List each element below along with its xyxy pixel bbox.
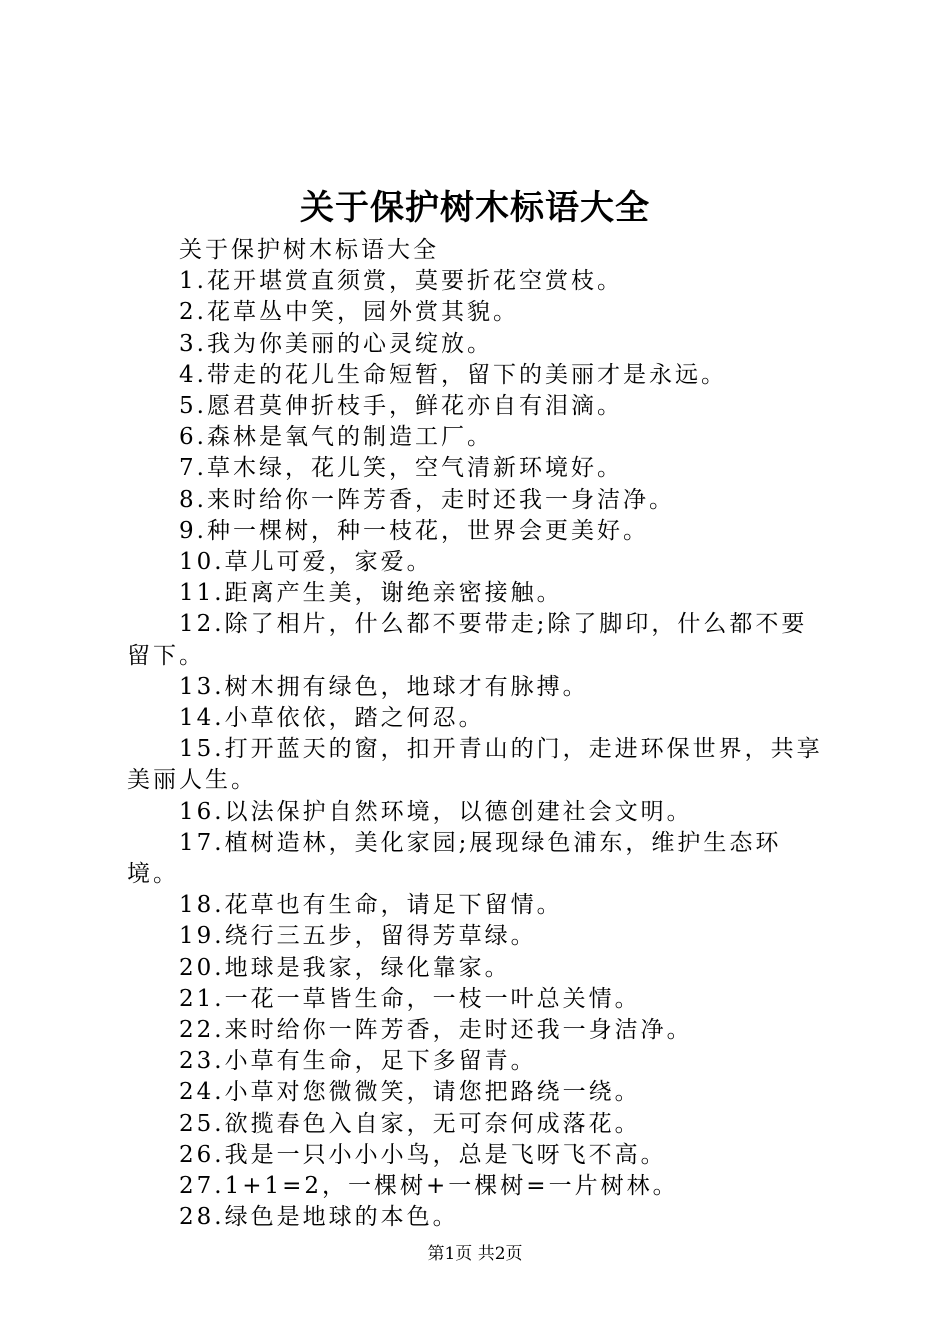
paragraph: 3.我为你美丽的心灵绽放。 [179,330,493,357]
paragraph: 16.以法保护自然环境，以德创建社会文明。 [179,798,693,825]
paragraph: 19.绕行三五步，留得芳草绿。 [179,923,537,950]
paragraph: 21.一花一草皆生命，一枝一叶总关情。 [179,985,641,1012]
paragraph: 27.1+1=2，一棵树+一棵树=一片树林。 [179,1173,679,1200]
paragraph: 24.小草对您微微笑，请您把路绕一绕。 [179,1079,641,1106]
paragraph: 18.花草也有生命，请足下留情。 [179,892,563,919]
paragraph: 5.愿君莫伸折枝手，鲜花亦自有泪滴。 [179,393,623,420]
paragraph: 10.草儿可爱，家爱。 [179,549,433,576]
paragraph: 6.森林是氧气的制造工厂。 [179,424,493,451]
paragraph: 26.我是一只小小小鸟，总是飞呀飞不高。 [179,1141,667,1168]
paragraph: 15.打开蓝天的窗，扣开青山的门，走进环保世界，共享美丽人生。 [127,736,823,794]
paragraph: 23.小草有生命，足下多留青。 [179,1048,537,1075]
paragraph: 1.花开堪赏直须赏，莫要折花空赏枝。 [179,268,623,295]
paragraph: 7.草木绿，花儿笑，空气清新环境好。 [179,455,623,482]
paragraph: 28.绿色是地球的本色。 [179,1204,459,1231]
paragraph: 关于保护树木标语大全 [179,237,439,263]
paragraph: 17.植树造林，美化家园;展现绿色浦东，维护生态环境。 [127,829,782,888]
paragraph: 4.带走的花儿生命短暂，留下的美丽才是永远。 [179,361,727,388]
paragraph: 8.来时给你一阵芳香，走时还我一身洁净。 [179,486,675,513]
paragraph: 11.距离产生美，谢绝亲密接触。 [179,580,563,607]
page-footer: 第1页 共2页 [427,1244,523,1264]
paragraph: 20.地球是我家，绿化靠家。 [179,954,511,981]
paragraph: 2.花草丛中笑，园外赏其貌。 [179,299,519,326]
document-title: 关于保护树木标语大全 [300,188,650,228]
paragraph: 22.来时给你一阵芳香，走时还我一身洁净。 [179,1017,693,1044]
paragraph: 14.小草依依，踏之何忍。 [179,705,485,732]
paragraph: 9.种一棵树，种一枝花，世界会更美好。 [179,517,649,544]
paragraph: 13.树木拥有绿色，地球才有脉搏。 [179,673,589,700]
document-body [127,235,833,1234]
paragraph: 12.除了相片，什么都不要带走;除了脚印，什么都不要留下。 [127,611,808,669]
paragraph: 25.欲揽春色入自家，无可奈何成落花。 [179,1110,641,1137]
